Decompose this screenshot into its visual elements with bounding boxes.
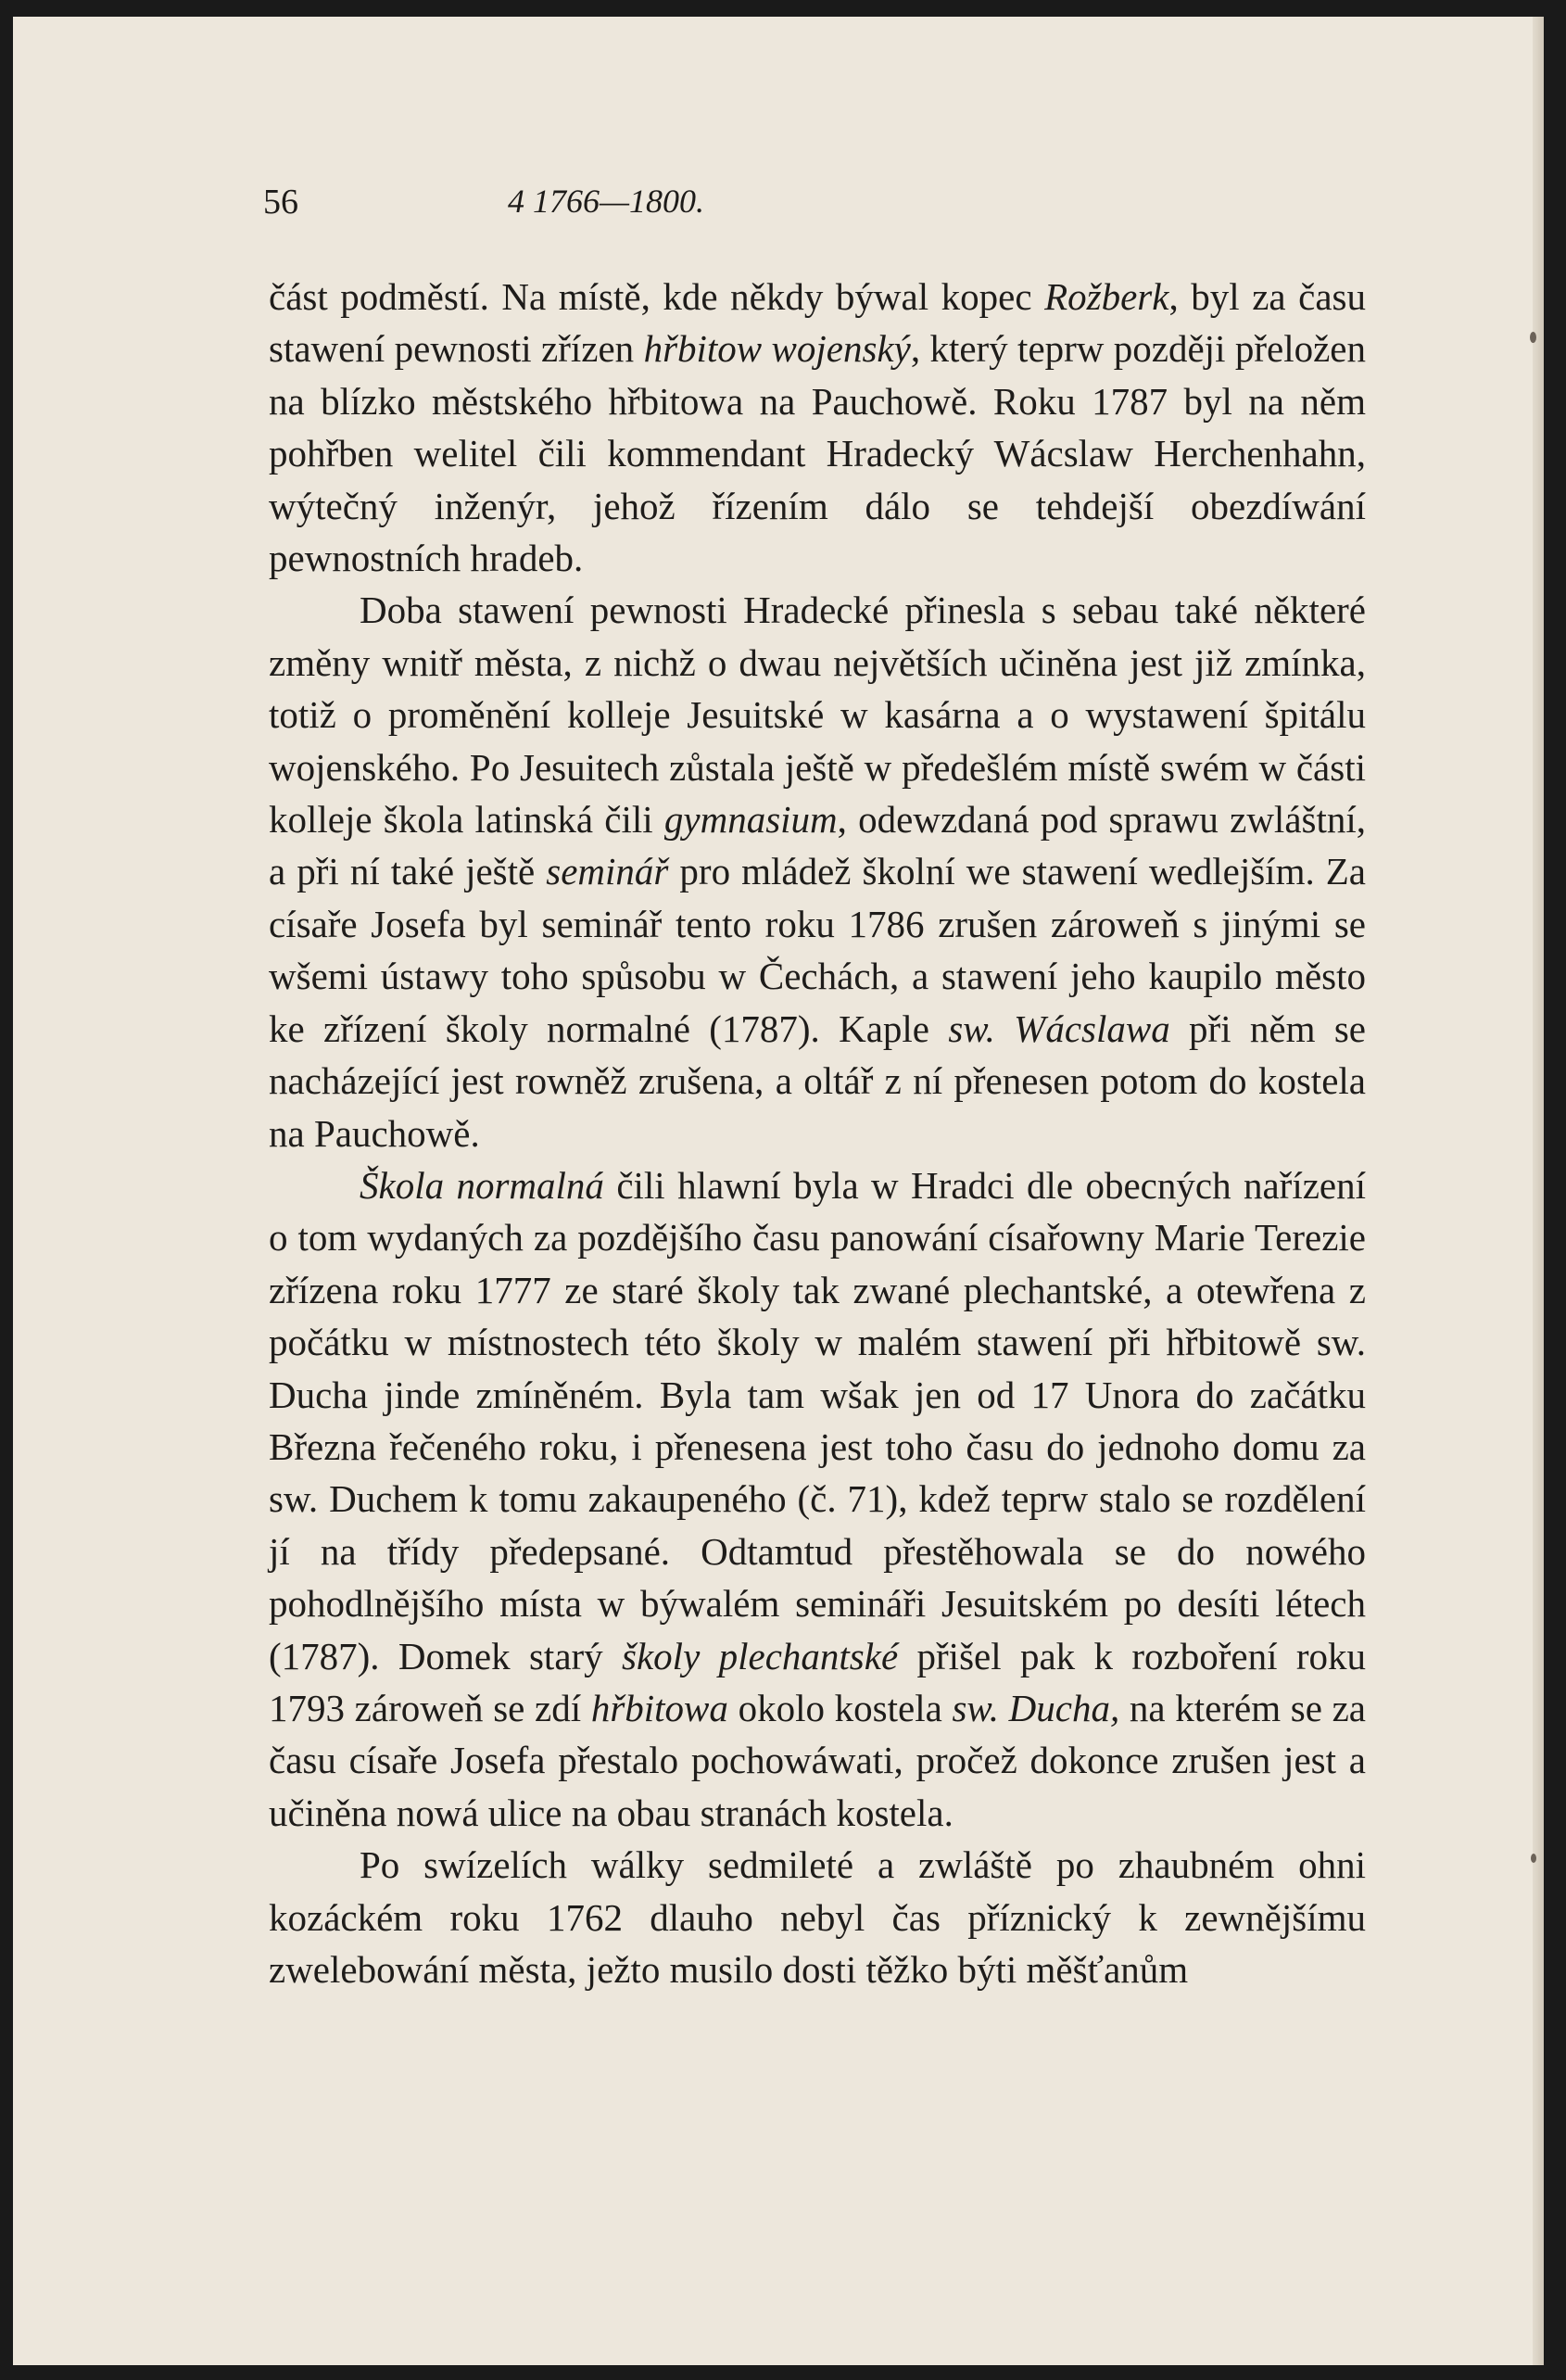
text-run: pro mládež školní we stawení wedlejším. Za císaře Josefa byl seminář tento roku 1786 zrušen zároweň s jinými se wšemi ústawy toho spůsobu w Čechách, a stawení jeho kaupilo město ke zřízení školy normalné (1787). Kaple (269, 850, 1366, 1050)
running-head: 4 1766—1800. (507, 183, 704, 220)
paragraph-1 (269, 271, 1366, 584)
italic-text-run: školy plechantské (622, 1634, 899, 1677)
text-run: , odewzdaná pod sprawu zwláštní, a při ní také ještě (269, 798, 1367, 893)
italic-text-run: hřbitowa (590, 1686, 728, 1729)
italic-text-run: Rožberk (1044, 275, 1169, 318)
italic-text-run: sw. Ducha, (952, 1686, 1120, 1729)
paragraph-3 (269, 1159, 1366, 1839)
text-run: přišel pak k rozboření roku 1793 zároweň se zdí (269, 1634, 1366, 1729)
text-run: , který teprw později přeložen na blízko městského hřbitowa na Pauchowě. Roku 1787 byl na něm pohřben welitel čili kommendant Hradecký Wácslaw Herchenhahn, wýtečný inženýr, jehož řízením dálo se tehdejší obezdíwání pewnostních hradeb. (269, 327, 1366, 580)
text-run: , byl za času stawení pewnosti zřízen (269, 275, 1366, 371)
text-run: při něm se nacházející jest rowněž zrušena, a oltář z ní přenesen potom do kostela na Pauchowě. (269, 1006, 1366, 1155)
page-edge-shadow (1533, 17, 1544, 2365)
text-run: na kterém se za času císaře Josefa přestalo pochowáwati, pročež dokonce zrušen jest a učiněna nowá ulice na obau stranách kostela. (269, 1686, 1366, 1834)
paper-speck (1530, 332, 1536, 343)
book-page (13, 17, 1544, 2365)
italic-text-run: gymnasium (663, 798, 838, 842)
body-text (269, 271, 1366, 1995)
page-header (263, 182, 949, 237)
text-run: okolo kostela (727, 1686, 953, 1729)
paragraph-2 (269, 584, 1366, 1158)
paper-speck (1531, 1854, 1536, 1863)
italic-text-run: seminář (546, 850, 669, 893)
italic-text-run: Škola normalná (360, 1163, 604, 1207)
paragraph-4 (269, 1839, 1366, 1995)
text-run: část podměstí. Na místě, kde někdy býwal kopec (269, 275, 1045, 318)
text-run: Po swízelích wálky sedmileté a zwláště po zhaubném ohni kozáckém roku 1762 dlauho nebyl čas příznický k zewnějšímu zwelebowání města, ježto musilo dosti těžko býti měšťanům (269, 1843, 1366, 1991)
text-run: čili hlawní byla w Hradci dle obecných nařízení o tom wydaných za pozdějšího času panowání císařowny Marie Terezie zřízena roku 1777 ze staré školy tak zwané plechantské, a otewřena z počátku w místnostech této školy w malém stawení při hřbitowě sw. Ducha jinde zmíněném. Byla tam wšak jen od 17 Unora do začátku Března řečeného roku, i přenesena jest toho času do jednoho domu za sw. Duchem k tomu zakaupeného (č. 71), kdež teprw stalo se rozdělení jí na třídy předepsané. Odtamtud přestěhowala se do nowého pohodlnějšího místa w býwalém semináři Jesuitském po desíti létech (1787). Domek starý (269, 1163, 1366, 1677)
italic-text-run: hřbitow wojenský (643, 327, 911, 371)
italic-text-run: sw. Wácslawa (948, 1006, 1170, 1050)
page-number: 56 (263, 183, 298, 222)
text-run: Doba stawení pewnosti Hradecké přinesla s sebau také některé změny wnitř města, z nichž o dwau největších učiněna jest již zmínka, totiž o proměnění kolleje Jesuitské w kasárna a o wystawení špitálu wojenského. Po Jesuitech zůstala ještě w předešlém místě swém w části kolleje škola latinská čili (269, 589, 1366, 842)
